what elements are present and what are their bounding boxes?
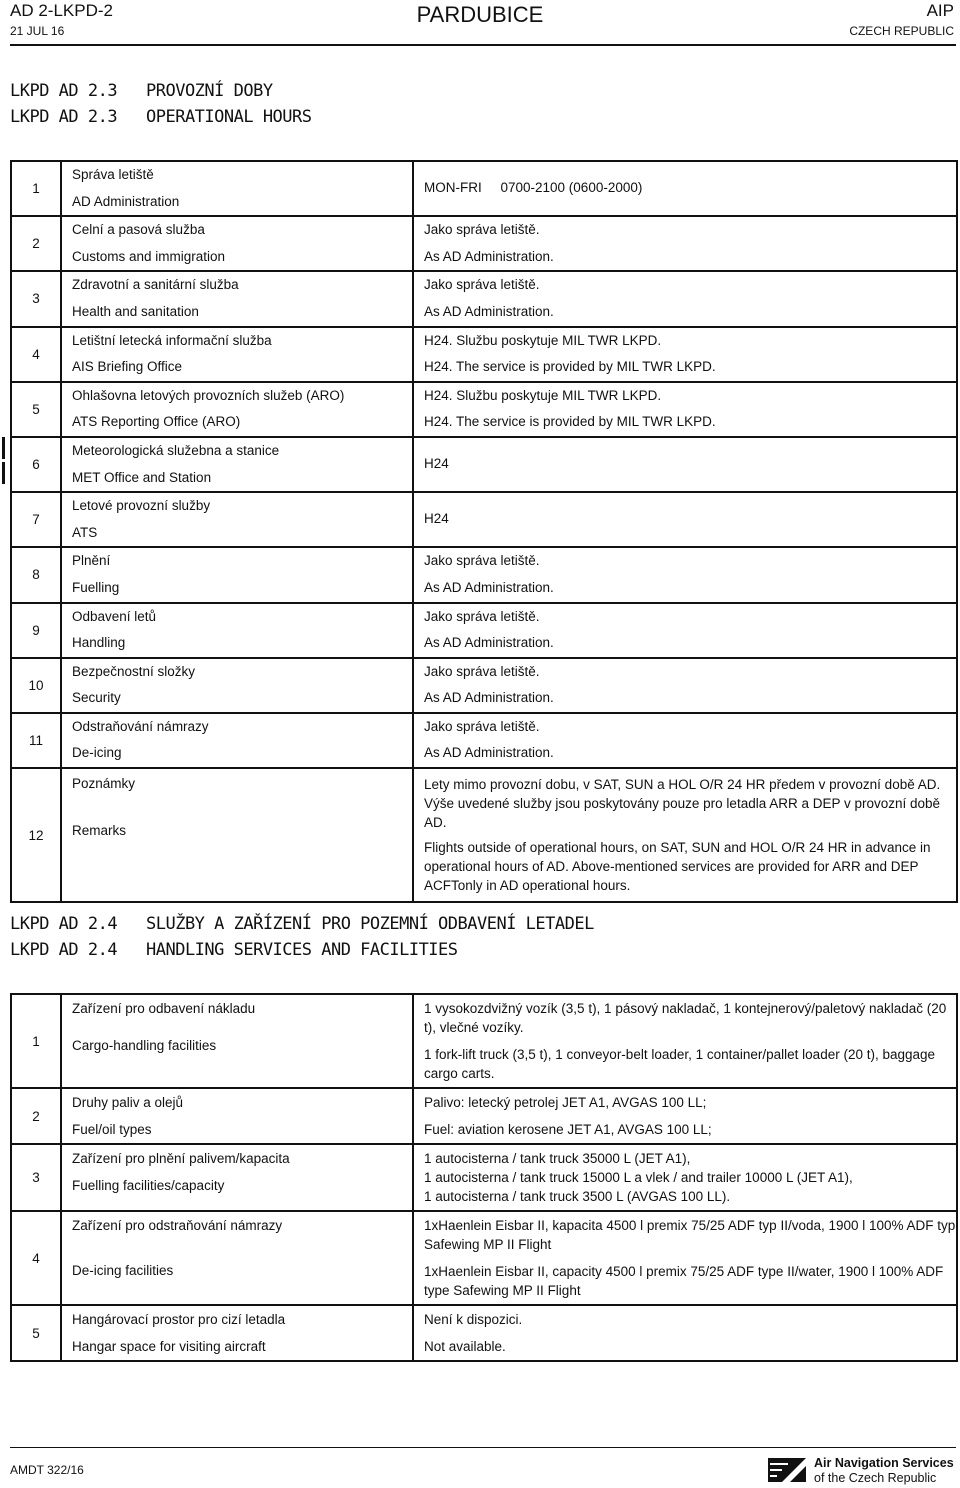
- logo-text-line1: Air Navigation Services: [814, 1456, 954, 1470]
- row-label-cz: Zařízení pro odbavení nákladu: [72, 1001, 256, 1016]
- row-value-cz: Jako správa letiště.: [424, 222, 540, 238]
- row-value-line: 1 autocisterna / tank truck 15000 L a vlek / and trailer 10000 L (JET A1),: [424, 1170, 853, 1185]
- row-number: 1: [11, 161, 61, 216]
- row-number: 4: [11, 1211, 61, 1305]
- table-row: [11, 161, 957, 216]
- row-value-cz: 1xHaenlein Eisbar II, kapacita 4500 l premix 75/25 ADF typ II/voda, 1900 l 100% ADF typ Safewing MP II Flight: [424, 1218, 956, 1252]
- header-divider: [10, 44, 956, 46]
- row-number: 9: [11, 603, 61, 658]
- row-value-en: As AD Administration.: [424, 579, 554, 595]
- row-value-cz: Jako správa letiště.: [424, 277, 540, 293]
- row-value-cz: 1 vysokozdvižný vozík (3,5 t), 1 pásový nakladač, 1 kontejnerový/paletový nakladač (20 t), vlečné vozíky.: [424, 1001, 947, 1035]
- change-bar: [2, 437, 5, 459]
- row-value-en: 1 fork-lift truck (3,5 t), 1 conveyor-belt loader, 1 container/pallet loader (20 t), baggage cargo carts.: [424, 1047, 936, 1081]
- section-code-cz: LKPD AD 2.4: [10, 914, 118, 934]
- table-row: [11, 271, 957, 326]
- table-row: [11, 216, 957, 271]
- section-title-cz: SLUŽBY A ZAŘÍZENÍ PRO POZEMNÍ ODBAVENÍ LETADEL: [146, 914, 594, 934]
- row-label-en: Fuelling facilities/capacity: [72, 1178, 225, 1193]
- row-number: 12: [11, 768, 61, 902]
- row-label-en: Fuelling: [72, 579, 120, 595]
- page-header: [0, 0, 960, 44]
- section-title-cz: PROVOZNÍ DOBY: [146, 81, 273, 101]
- country-name: CZECH REPUBLIC: [849, 24, 954, 38]
- row-value-cz: Jako správa letiště.: [424, 608, 540, 624]
- operational-hours-table: [10, 160, 958, 903]
- publication-date: 21 JUL 16: [10, 24, 65, 38]
- row-label-cz: Bezpečnostní složky: [72, 663, 196, 679]
- table-row: [11, 1088, 957, 1144]
- row-number: 4: [11, 327, 61, 382]
- table-row: [11, 382, 957, 437]
- page-title: PARDUBICE: [416, 2, 544, 27]
- remarks-label-cz: Poznámky: [72, 776, 136, 792]
- row-label-cz: Správa letiště: [72, 167, 154, 182]
- publication-name: AIP: [926, 1, 954, 20]
- row-label-en: Cargo-handling facilities: [72, 1038, 217, 1053]
- handling-services-table: [10, 993, 958, 1362]
- row-label-cz: Zařízení pro odstraňování námrazy: [72, 1218, 283, 1233]
- row-value-line: 1 autocisterna / tank truck 3500 L (AVGAS 100 LL).: [424, 1189, 731, 1204]
- row-value-en: 1xHaenlein Eisbar II, capacity 4500 l premix 75/25 ADF type II/water, 1900 l 100% ADF type Safewing MP II Flight: [424, 1264, 944, 1298]
- row-label-en: Health and sanitation: [72, 303, 199, 319]
- row-value-en: As AD Administration.: [424, 248, 554, 264]
- row-value-cz: Není k dispozici.: [424, 1312, 523, 1327]
- row-label-cz: Hangárovací prostor pro cizí letadla: [72, 1312, 286, 1327]
- section-title-en: HANDLING SERVICES AND FACILITIES: [146, 940, 458, 960]
- row-label-en: AD Administration: [72, 193, 180, 209]
- row-number: 5: [11, 382, 61, 437]
- row-value-cz: MON-FRI 0700-2100 (0600-2000): [424, 180, 643, 196]
- row-number: 6: [11, 437, 61, 492]
- footer-divider: [10, 1447, 956, 1448]
- row-label-cz: Druhy paliv a olejů: [72, 1095, 184, 1110]
- row-value-en: H24. The service is provided by MIL TWR LKPD.: [424, 414, 716, 430]
- table-row: [11, 437, 957, 492]
- change-bar: [2, 462, 5, 484]
- row-label-en: ATS: [72, 524, 98, 540]
- row-number: 7: [11, 492, 61, 547]
- section-code-cz: LKPD AD 2.3: [10, 81, 118, 101]
- row-label-en: ATS Reporting Office (ARO): [72, 414, 241, 430]
- row-value-cz: Palivo: letecký petrolej JET A1, AVGAS 100 LL;: [424, 1095, 707, 1110]
- row-label-en: Customs and immigration: [72, 248, 226, 264]
- row-label-cz: Letové provozní služby: [72, 498, 211, 514]
- ansp-logo-icon: [768, 1458, 806, 1482]
- document-code: AD 2-LKPD-2: [10, 1, 113, 20]
- table-row: [11, 1211, 957, 1305]
- row-label-cz: Odstraňování námrazy: [72, 718, 209, 734]
- row-value-en: As AD Administration.: [424, 745, 554, 761]
- section-heading-handling: [10, 911, 594, 963]
- row-number: 8: [11, 547, 61, 602]
- row-value-en: As AD Administration.: [424, 303, 554, 319]
- row-label-en: Security: [72, 690, 121, 706]
- section-title-en: OPERATIONAL HOURS: [146, 107, 312, 127]
- table-row: [11, 327, 957, 382]
- row-number: 10: [11, 658, 61, 713]
- row-label-en: Handling: [72, 635, 126, 651]
- ansp-logo: [768, 1456, 958, 1486]
- row-label-cz: Zařízení pro plnění palivem/kapacita: [72, 1151, 290, 1166]
- row-value-en: H24. The service is provided by MIL TWR LKPD.: [424, 359, 716, 375]
- remarks-text-cz: Lety mimo provozní dobu, v SAT, SUN a HOL O/R 24 HR předem v provozní době AD. Výše uvedené služby jsou poskytovány pouze pro letadla ARR a DEP v provozní době AD.: [424, 777, 941, 831]
- row-number: 11: [11, 713, 61, 768]
- row-label-cz: Celní a pasová služba: [72, 222, 205, 238]
- row-label-cz: Odbavení letů: [72, 608, 157, 624]
- row-number: 3: [11, 1144, 61, 1211]
- row-value-cz: Jako správa letiště.: [424, 663, 540, 679]
- amendment-number: AMDT 322/16: [10, 1463, 84, 1477]
- row-value-en: As AD Administration.: [424, 635, 554, 651]
- row-label-cz: Letištní letecká informační služba: [72, 332, 272, 348]
- row-label-en: De-icing: [72, 745, 122, 761]
- row-value-en: Fuel: aviation kerosene JET A1, AVGAS 100 LL;: [424, 1122, 712, 1137]
- table-row: [11, 547, 957, 602]
- table-row: [11, 1305, 957, 1361]
- row-label-cz: Ohlašovna letových provozních služeb (ARO): [72, 387, 345, 403]
- row-label-en: Hangar space for visiting aircraft: [72, 1339, 266, 1354]
- row-value-cz: H24: [424, 511, 449, 527]
- row-label-en: De-icing facilities: [72, 1263, 174, 1278]
- row-number: 1: [11, 994, 61, 1088]
- row-label-en: MET Office and Station: [72, 469, 212, 485]
- row-value-cz: Jako správa letiště.: [424, 718, 540, 734]
- remarks-text-en: Flights outside of operational hours, on SAT, SUN and HOL O/R 24 HR in advance in operational hours of AD. Above-mentioned services are provided for ARR and DEP ACFTonly in AD operational hours.: [424, 840, 931, 894]
- table-row: [11, 994, 957, 1088]
- section-heading-operational-hours: [10, 78, 312, 130]
- row-value-line: 1 autocisterna / tank truck 35000 L (JET A1),: [424, 1151, 691, 1166]
- section-code-en: LKPD AD 2.3: [10, 107, 118, 127]
- row-label-en: Fuel/oil types: [72, 1122, 152, 1137]
- remarks-label-en: Remarks: [72, 822, 127, 838]
- row-number: 5: [11, 1305, 61, 1361]
- remarks-row: [11, 768, 957, 902]
- row-label-cz: Plnění: [72, 553, 111, 569]
- row-number: 2: [11, 1088, 61, 1144]
- row-value-en: As AD Administration.: [424, 690, 554, 706]
- row-label-en: AIS Briefing Office: [72, 359, 183, 375]
- row-number: 3: [11, 271, 61, 326]
- table-row: [11, 713, 957, 768]
- row-label-cz: Zdravotní a sanitární služba: [72, 277, 239, 293]
- row-label-cz: Meteorologická služebna a stanice: [72, 442, 280, 458]
- row-value-cz: H24: [424, 456, 449, 472]
- row-value-cz: Jako správa letiště.: [424, 553, 540, 569]
- row-value-cz: H24. Službu poskytuje MIL TWR LKPD.: [424, 387, 662, 403]
- table-row: [11, 492, 957, 547]
- table-row: [11, 603, 957, 658]
- row-value-en: Not available.: [424, 1339, 506, 1354]
- table-row: [11, 1144, 957, 1211]
- row-number: 2: [11, 216, 61, 271]
- row-value-cz: H24. Službu poskytuje MIL TWR LKPD.: [424, 332, 662, 348]
- table-row: [11, 658, 957, 713]
- logo-text-line2: of the Czech Republic: [814, 1471, 937, 1485]
- section-code-en: LKPD AD 2.4: [10, 940, 118, 960]
